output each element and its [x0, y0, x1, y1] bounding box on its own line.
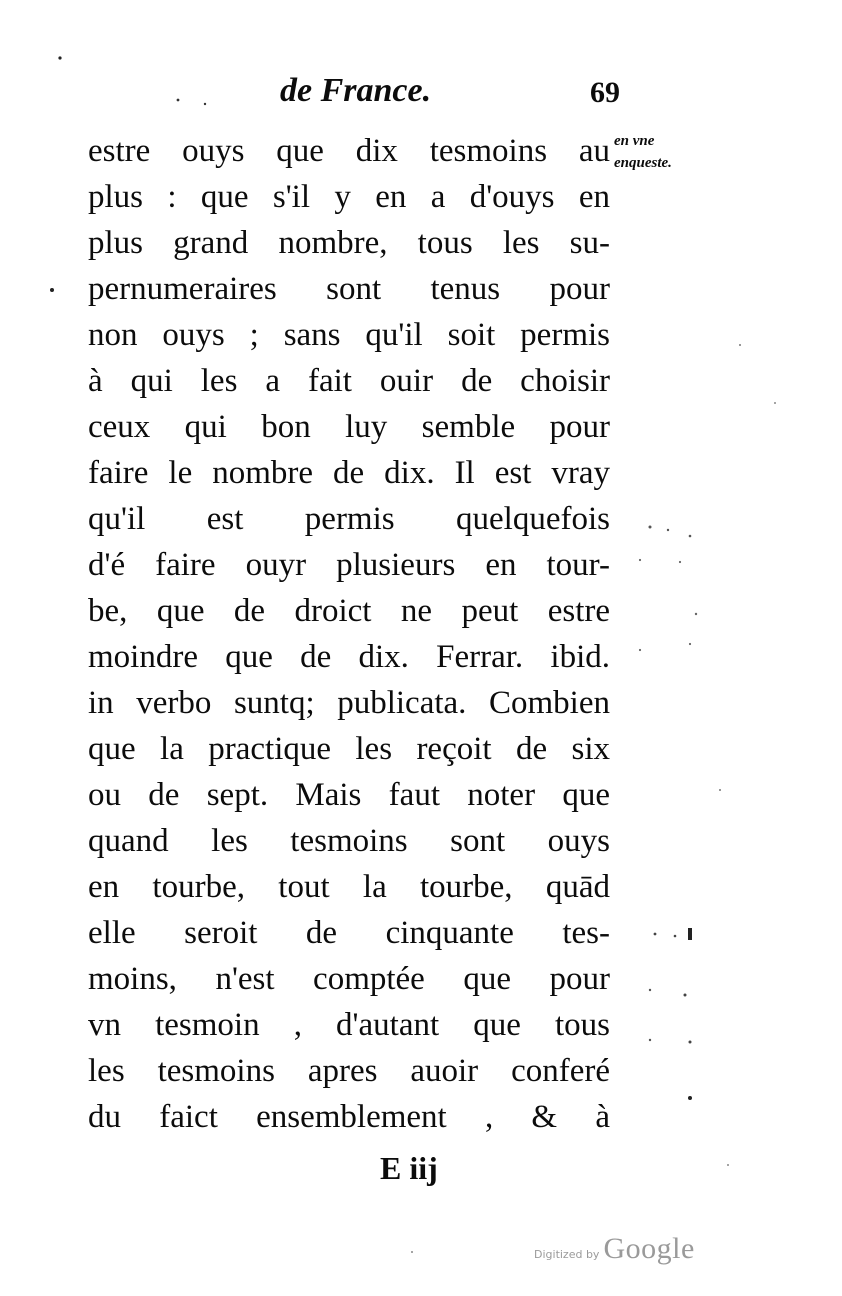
text-line: estre ouys que dix tesmoins au: [88, 133, 610, 169]
text-line: in verbo suntq; publicata. Combien: [88, 685, 610, 721]
text-line: du faict ensemblement , & à: [88, 1099, 610, 1135]
margin-note: [614, 130, 714, 174]
text-line: les tesmoins apres auoir conferé: [88, 1053, 610, 1089]
signature-mark: E iij: [380, 1150, 438, 1186]
text-line: pernumeraires sont tenus pour: [88, 271, 610, 307]
text-line: moindre que de dix. Ferrar. ibid.: [88, 639, 610, 675]
text-line: be, que de droict ne peut estre: [88, 593, 610, 629]
text-line: à qui les a fait ouir de choisir: [88, 363, 610, 399]
text-line: moins, n'est comptée que pour: [88, 961, 610, 997]
margin-note-line: enqueste.: [614, 155, 672, 171]
margin-note-line: en vne: [614, 133, 655, 149]
text-line: plus grand nombre, tous les su-: [88, 225, 610, 261]
text-line: faire le nombre de dix. Il est vray: [88, 455, 610, 491]
text-line: ou de sept. Mais faut noter que: [88, 777, 610, 813]
running-head: [160, 72, 630, 116]
text-line: elle seroit de cinquante tes-: [88, 915, 610, 951]
text-line: qu'il est permis quelquefois: [88, 501, 610, 537]
text-line: quand les tesmoins sont ouys: [88, 823, 610, 859]
watermark-brand: Google: [603, 1232, 695, 1265]
text-line: ceux qui bon luy semble pour: [88, 409, 610, 445]
digitized-watermark: [534, 1232, 695, 1266]
text-line: d'é faire ouyr plusieurs en tour-: [88, 547, 610, 583]
running-title: de France.: [280, 72, 432, 109]
text-line: plus : que s'il y en a d'ouys en: [88, 179, 610, 215]
body-text: [88, 128, 610, 1140]
text-line: vn tesmoin , d'autant que tous: [88, 1007, 610, 1043]
text-line: non ouys ; sans qu'il soit permis: [88, 317, 610, 353]
watermark-prefix: Digitized by: [534, 1248, 600, 1261]
text-line: en tourbe, tout la tourbe, quād: [88, 869, 610, 905]
page-number: 69: [590, 76, 620, 109]
text-line: que la practique les reçoit de six: [88, 731, 610, 767]
